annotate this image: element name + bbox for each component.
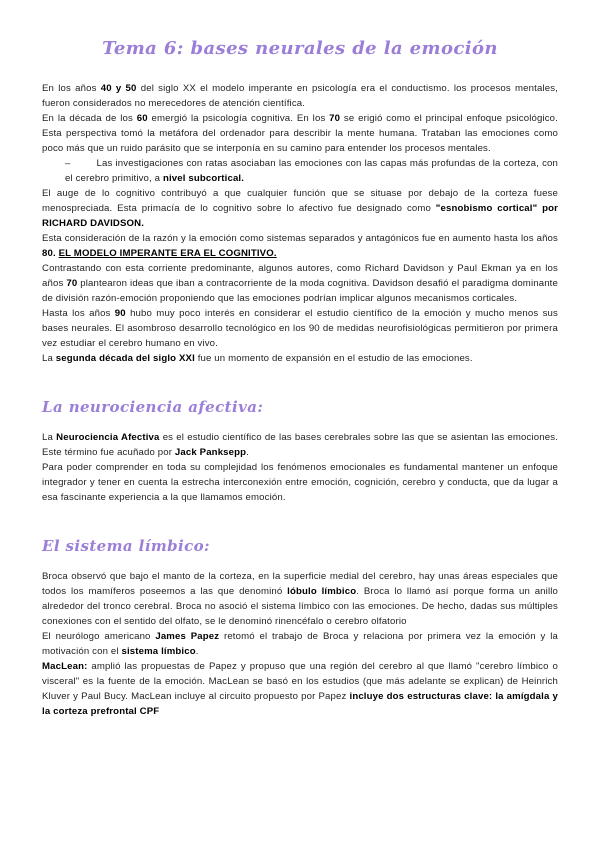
text-segment: segunda década del siglo XXI: [55, 353, 195, 364]
bullet-item: [42, 156, 558, 186]
paragraph: [42, 306, 558, 351]
text-segment: .: [246, 447, 249, 458]
text-segment: . Broca lo llamó así porque forma un anillo alrededor del tronco cerebral. Broca no asoció el sistema límbico con las emociones. De hecho, dadas sus múltiples conexiones con el sentido del olfato, se le denominó rinencéfalo o cerebro olfatorio: [42, 586, 558, 627]
text-segment: Neurociencia Afectiva: [56, 432, 160, 443]
text-segment: 70: [66, 278, 78, 289]
paragraph: [42, 460, 558, 505]
text-segment: 90: [114, 308, 126, 319]
text-segment: lóbulo límbico: [287, 586, 357, 597]
text-segment: 40 y 50: [100, 83, 137, 94]
text-segment: "esnobismo cortical" por RICHARD DAVIDSON.: [42, 203, 558, 229]
text-segment: James Papez: [155, 631, 220, 642]
text-segment: EL MODELO IMPERANTE ERA EL COGNITIVO.: [58, 248, 277, 259]
paragraph: [42, 430, 558, 460]
section-heading: La neurociencia afectiva:: [42, 398, 264, 416]
text-segment: MacLean:: [42, 661, 88, 672]
text-segment: se erigió como el principal enfoque psicológico. Esta perspectiva tomó la metáfora del ordenador para describir la mente humana. Trataban las emociones como poco más que un ruido parásito que se interponía en su camino para entender los procesos mentales.: [42, 113, 558, 154]
text-segment: 60: [136, 113, 148, 124]
paragraph: [42, 111, 558, 156]
text-segment: nivel subcortical.: [162, 173, 245, 184]
text-segment: Jack Panksepp: [174, 447, 247, 458]
text-segment: 80.: [42, 248, 59, 259]
text-segment: Hasta los años: [42, 308, 115, 319]
text-segment: plantearon ideas que iban a contracorriente de la moda cognitiva. Davidson desafió el paradigma dominante de división razón-emoción proponiendo que las emociones podrían implicar algunos mecanismos corticales.: [42, 278, 558, 304]
section-heading: El sistema límbico:: [42, 537, 210, 555]
text-segment: El auge de lo cognitivo contribuyó a que cualquier función que se situase por debajo de la corteza fuese menospreciada. Esta primacía de lo cognitivo sobre lo afectivo fue designado como: [42, 188, 558, 214]
text-segment: .: [195, 646, 199, 657]
text-segment: es el estudio científico de las bases cerebrales sobre las que se asientan las emociones. Este término fue acuñado por: [42, 432, 558, 458]
text-segment: incluye dos estructuras clave: la amígdala y la corteza prefrontal CPF: [42, 691, 558, 717]
text-segment: En los años: [42, 83, 101, 94]
text-segment: Para poder comprender en toda su complejidad los fenómenos emocionales es fundamental mantener un enfoque integrador y tener en cuenta la estrecha interconexión entre emoción, cognición, cerebro y conducta, que da lugar a esa fascinante experiencia a la que llamamos emoción.: [42, 462, 558, 503]
paragraph: [42, 81, 558, 111]
paragraph: [42, 351, 558, 366]
text-segment: amplió las propuestas de Papez y propuso que una región del cerebro al que llamó "cerebro límbico o visceral" es la fuente de la emoción. MacLean se basó en los estudios (que más adelante se explican) de Heinrich Kluver y Paul Bucy. MacLean incluye al circuito propuesto por Papez: [42, 661, 558, 702]
text-segment: En la década de los: [42, 113, 137, 124]
text-segment: Broca observó que bajo el manto de la corteza, en la superficie medial del cerebro, hay unas áreas especiales que todos los mamíferos poseemos a las que denominó: [42, 571, 558, 597]
text-segment: Las investigaciones con ratas asociaban las emociones con las capas más profundas de la corteza, con el cerebro primitivo, a: [65, 158, 558, 184]
page-title: Tema 6: bases neurales de la emoción: [102, 38, 498, 59]
text-segment: sistema límbico: [121, 646, 196, 657]
paragraph: [42, 659, 558, 719]
text-segment: hubo muy poco interés en considerar el estudio científico de la emoción y mucho menos sus bases neurales. El asombroso desarrollo tecnológico en los 90 de medidas neurofisiológicas permitieron por primera vez estudiar el cerebro humano en vivo.: [42, 308, 558, 349]
document-body: [42, 81, 558, 719]
text-segment: El neurólogo americano: [42, 631, 156, 642]
text-segment: Contrastando con esta corriente predominante, algunos autores, como Richard Davidson y Paul Ekman ya en los años: [42, 263, 558, 289]
text-segment: del siglo XX el modelo imperante en psicología era el conductismo. los procesos mentales, fueron considerados no merecedores de atención científica.: [42, 83, 558, 109]
paragraph: [42, 569, 558, 629]
text-segment: retomó el trabajo de Broca y relaciona por primera vez la emoción y la motivación con el: [42, 631, 558, 657]
paragraph: [42, 629, 558, 659]
text-segment: emergió la psicología cognitiva. En los: [147, 113, 330, 124]
paragraph: [42, 231, 558, 261]
text-segment: La: [42, 353, 56, 364]
text-segment: 70: [329, 113, 341, 124]
text-segment: Esta consideración de la razón y la emoción como sistemas separados y antagónicos fue en aumento hasta los años: [42, 233, 558, 244]
paragraph: [42, 261, 558, 306]
text-segment: La: [42, 432, 57, 443]
paragraph: [42, 186, 558, 231]
bullet-dash: –: [65, 158, 71, 169]
text-segment: fue un momento de expansión en el estudio de las emociones.: [194, 353, 473, 364]
